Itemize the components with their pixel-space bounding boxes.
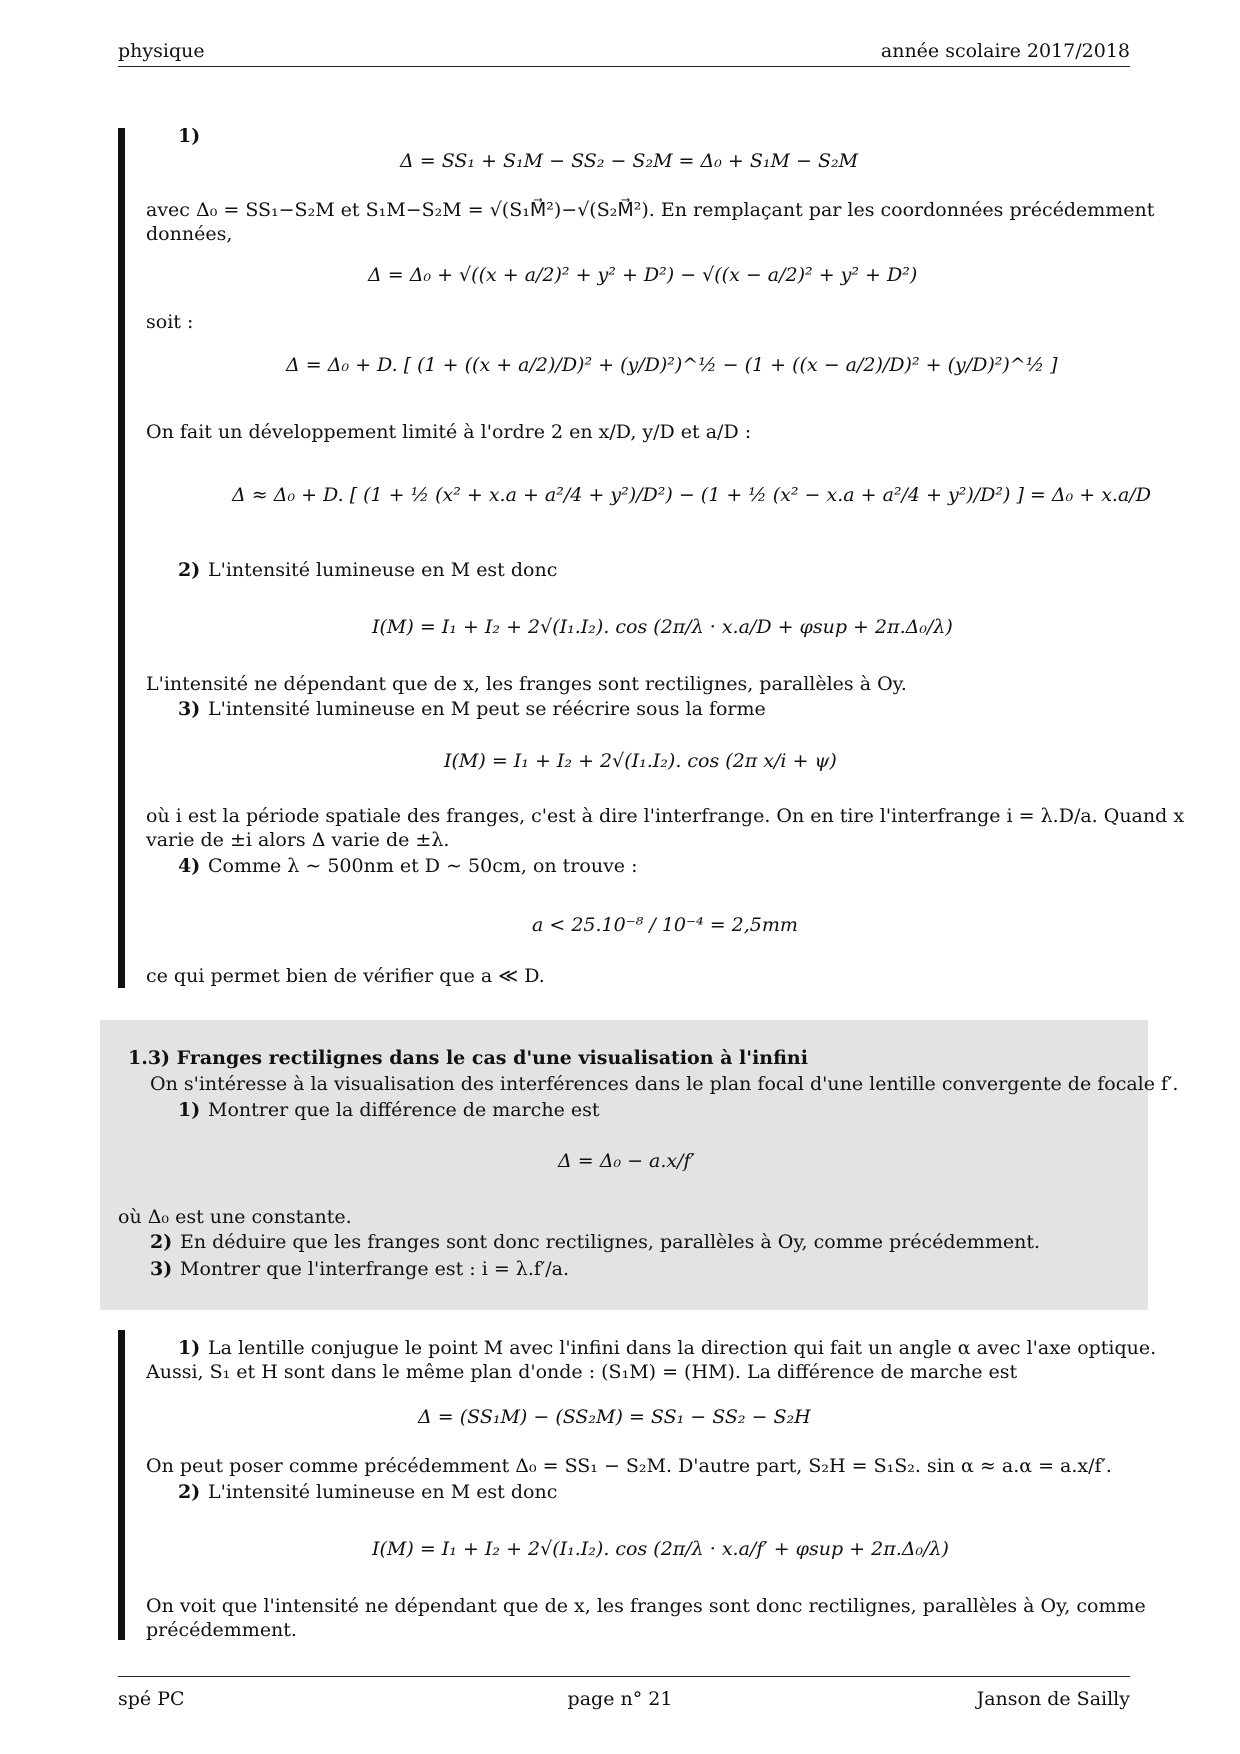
sol2-q1: [178, 1336, 1156, 1360]
sol1-q2-text: L'intensité lumineuse en M est donc: [208, 559, 558, 581]
sol1-eq1: Δ = SS₁ + S₁M − SS₂ − S₂M = Δ₀ + S₁M − S₂M: [400, 150, 859, 172]
sol1-eq2: Δ = Δ₀ + √((x + a/2)² + y² + D²) − √((x − a/2)² + y² + D²): [368, 264, 918, 286]
header-rule: [118, 66, 1130, 67]
sol1-eq3: Δ = Δ₀ + D. [ (1 + ((x + a/2)/D)² + (y/D)²)^½ − (1 + ((x − a/2)/D)² + (y/D)²)^½ ]: [286, 354, 1058, 376]
box-q3: [150, 1257, 569, 1281]
sol2-q1-number: 1): [178, 1337, 201, 1359]
box-q2-text: En déduire que les franges sont donc rectilignes, parallèles à Oy, comme précédemment.: [180, 1231, 1041, 1253]
box-q1-number: 1): [178, 1099, 201, 1121]
solution-bar-1: [118, 128, 125, 988]
footer-class: spé PC: [118, 1688, 185, 1710]
box-q1: [178, 1098, 599, 1122]
sol1-q1-number: 1): [178, 125, 201, 147]
sol2-eq2: I(M) = I₁ + I₂ + 2√(I₁.I₂). cos (2π/λ · x.a/f′ + φsup + 2π.Δ₀/λ): [372, 1538, 949, 1560]
header-subject: physique: [118, 40, 205, 62]
box-q3-number: 3): [150, 1258, 173, 1280]
sol1-q2: [178, 558, 557, 582]
box-const: où Δ₀ est une constante.: [118, 1206, 352, 1228]
sol1-periode: où i est la période spatiale des franges, c'est à dire l'interfrange. On en tire l'interfrange i = λ.D/a. Quand x: [146, 805, 1185, 827]
box-q1-text: Montrer que la différence de marche est: [208, 1099, 600, 1121]
footer-page-number: page n° 21: [567, 1688, 673, 1710]
sol1-eq6: I(M) = I₁ + I₂ + 2√(I₁.I₂). cos (2π x/i + ψ): [444, 750, 837, 772]
sol1-varie: varie de ±i alors Δ varie de ±λ.: [146, 829, 450, 851]
sol1-q2-number: 2): [178, 559, 201, 581]
sol1-rect: L'intensité ne dépendant que de x, les franges sont rectilignes, parallèles à Oy.: [146, 673, 907, 695]
footer-rule: [118, 1676, 1130, 1677]
sol2-prec: précédemment.: [146, 1619, 297, 1641]
sol1-eq4: Δ ≈ Δ₀ + D. [ (1 + ½ (x² + x.a + a²/4 + y²)/D²) − (1 + ½ (x² − x.a + a²/4 + y²)/D²) ] = Δ₀ + x.a/D: [232, 484, 1151, 506]
box-title: 1.3) Franges rectilignes dans le cas d'une visualisation à l'infini: [128, 1047, 808, 1069]
sol2-q1-text: La lentille conjugue le point M avec l'infini dans la direction qui fait un angle α avec l'axe optique.: [208, 1337, 1157, 1359]
header-year: année scolaire 2017/2018: [880, 40, 1130, 62]
sol2-q2: [178, 1480, 557, 1504]
sol1-verif: ce qui permet bien de vérifier que a ≪ D.: [146, 965, 545, 987]
sol1-eq5: I(M) = I₁ + I₂ + 2√(I₁.I₂). cos (2π/λ · x.a/D + φsup + 2π.Δ₀/λ): [372, 616, 953, 638]
sol2-pose: On peut poser comme précédemment Δ₀ = SS₁ − S₂M. D'autre part, S₂H = S₁S₂. sin α ≈ a.α = a.x/f′.: [146, 1455, 1112, 1477]
sol1-eq7: a < 25.10⁻⁸ / 10⁻⁴ = 2,5mm: [532, 914, 798, 936]
sol1-q3-number: 3): [178, 698, 201, 720]
box-q2: [150, 1230, 1040, 1254]
sol1-dl: On fait un développement limité à l'ordre 2 en x/D, y/D et a/D :: [146, 421, 752, 443]
sol1-donnees: données,: [146, 223, 233, 245]
box-q2-number: 2): [150, 1231, 173, 1253]
box-eq: Δ = Δ₀ − a.x/f′: [558, 1150, 695, 1172]
sol1-q4-text: Comme λ ∼ 500nm et D ∼ 50cm, on trouve :: [208, 855, 638, 877]
sol1-soit: soit :: [146, 311, 194, 333]
box-q3-text: Montrer que l'interfrange est : i = λ.f′/a.: [180, 1258, 569, 1280]
footer-school: Janson de Sailly: [976, 1688, 1130, 1710]
sol2-voit: On voit que l'intensité ne dépendant que de x, les franges sont donc rectilignes, parallèles à Oy, comme: [146, 1595, 1146, 1617]
sol2-aussi: Aussi, S₁ et H sont dans le même plan d'onde : (S₁M) = (HM). La différence de marche est: [146, 1361, 1018, 1383]
sol1-q4: [178, 854, 638, 878]
box-intro: On s'intéresse à la visualisation des interférences dans le plan focal d'une lentille convergente de focale f′.: [150, 1073, 1179, 1095]
sol2-eq1: Δ = (SS₁M) − (SS₂M) = SS₁ − SS₂ − S₂H: [418, 1406, 811, 1428]
solution-bar-2: [118, 1330, 125, 1640]
sol1-q4-number: 4): [178, 855, 201, 877]
sol1-q3: [178, 697, 766, 721]
sol1-avec: avec Δ₀ = SS₁−S₂M et S₁M−S₂M = √(S₁M⃗²)−√(S₂M⃗²). En remplaçant par les coordonnées précédemment: [146, 199, 1155, 221]
sol1-q3-text: L'intensité lumineuse en M peut se réécrire sous la forme: [208, 698, 766, 720]
sol2-q2-number: 2): [178, 1481, 201, 1503]
sol2-q2-text: L'intensité lumineuse en M est donc: [208, 1481, 558, 1503]
